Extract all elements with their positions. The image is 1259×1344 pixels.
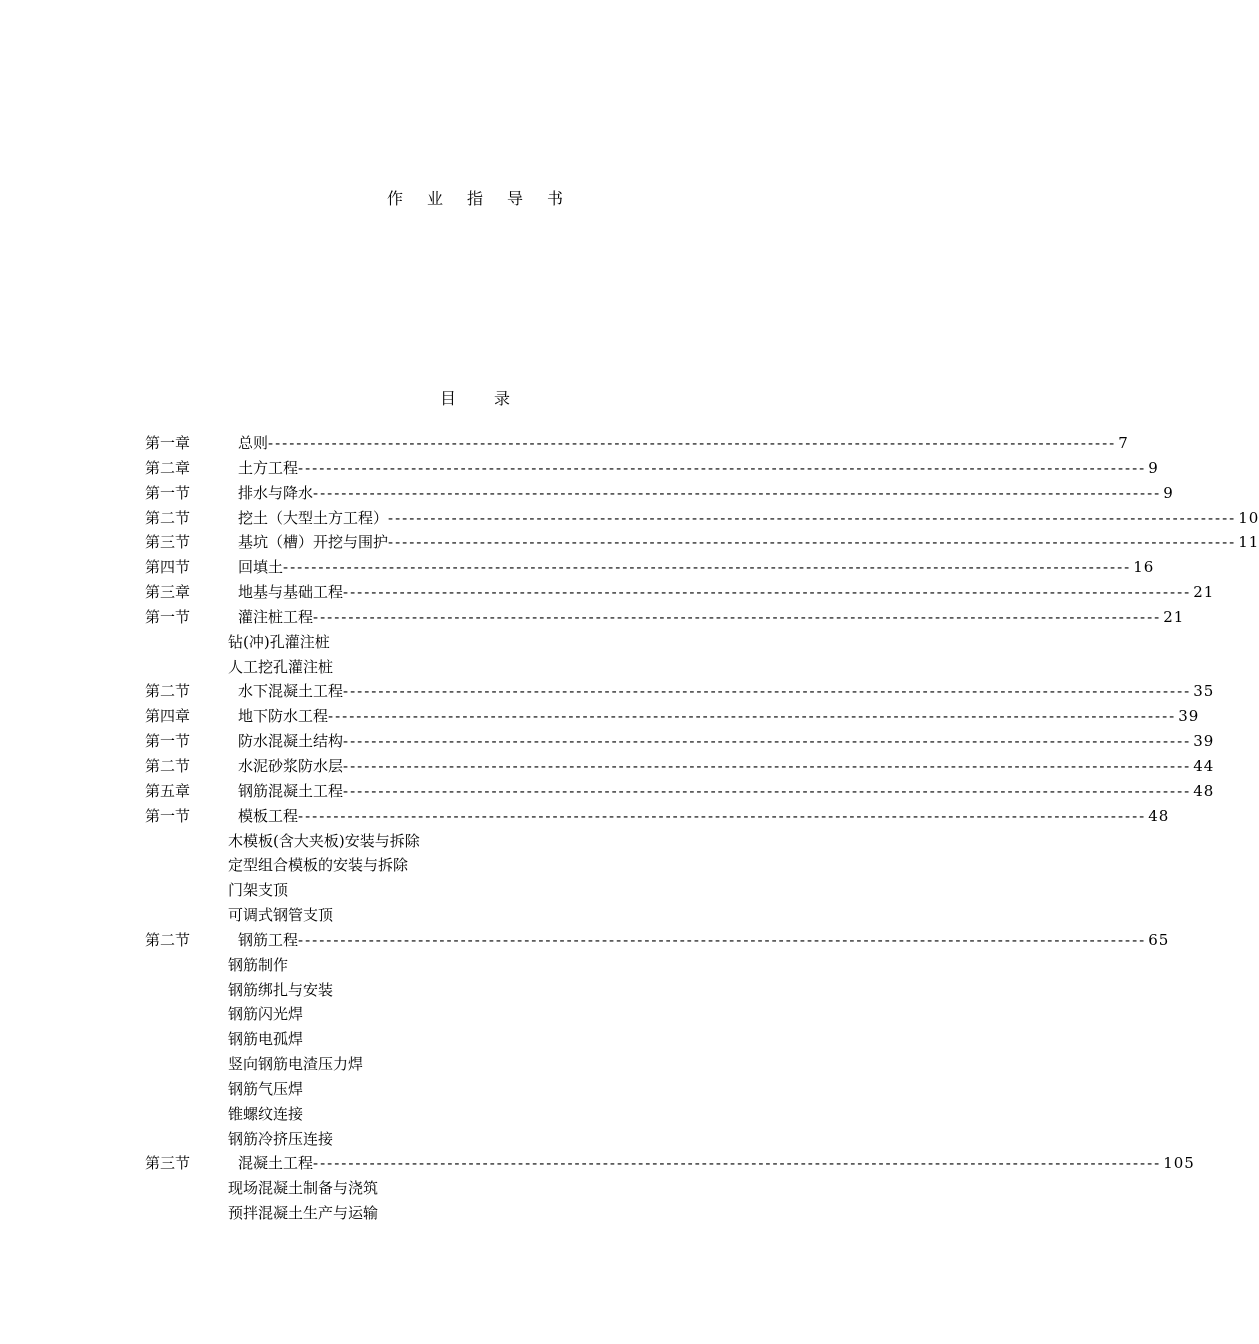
toc-entry-name: 基坑（槽）开挖与围护 bbox=[238, 533, 389, 552]
toc-entry bbox=[145, 530, 1259, 555]
toc-dash-leader: ------------------------------------------------------------------------------------------------------------------------ bbox=[343, 756, 1192, 775]
toc-entry-line bbox=[238, 506, 1259, 531]
toc-page-number: 11 bbox=[1238, 533, 1259, 552]
toc-entry-label: 第二章 bbox=[145, 458, 191, 477]
toc-subentry-text: 钢筋闪光焊 bbox=[228, 1005, 304, 1024]
toc-entry-name: 钢筋混凝土工程 bbox=[238, 781, 344, 800]
toc-entry-line bbox=[238, 928, 1170, 953]
toc-subentry-text: 钢筋电孤焊 bbox=[228, 1030, 304, 1049]
toc-subentry bbox=[145, 978, 810, 1003]
toc-subentry-text: 可调式钢管支顶 bbox=[228, 906, 334, 925]
toc-dash-leader: ------------------------------------------------------------------------------------------------------------------------ bbox=[298, 458, 1147, 477]
toc-subentry-text: 钢筋冷挤压连接 bbox=[228, 1129, 334, 1148]
toc-entry-line bbox=[238, 605, 1185, 630]
toc-entry bbox=[145, 481, 1174, 506]
toc-entry bbox=[145, 679, 1215, 704]
toc-subentry-text: 定型组合模板的安装与拆除 bbox=[228, 856, 409, 875]
toc-entry-label: 第三节 bbox=[145, 1154, 191, 1173]
toc-page-number: 10 bbox=[1238, 508, 1259, 527]
toc-dash-leader: ------------------------------------------------------------------------------------------------------------------------ bbox=[343, 583, 1192, 602]
toc-dash-leader: ------------------------------------------------------------------------------------------------------------------------ bbox=[343, 682, 1192, 701]
toc-subentry bbox=[145, 1102, 810, 1127]
toc-entry-line bbox=[238, 679, 1215, 704]
toc-subentry-text: 现场混凝土制备与浇筑 bbox=[228, 1179, 379, 1198]
toc-entry-label: 第三章 bbox=[145, 583, 191, 602]
toc-page-number: 44 bbox=[1193, 756, 1215, 775]
toc-entry-name: 土方工程 bbox=[238, 458, 299, 477]
toc-entry-line bbox=[238, 729, 1215, 754]
toc-page-number: 35 bbox=[1193, 682, 1215, 701]
toc-subentry bbox=[145, 655, 810, 680]
toc-entry-label: 第三节 bbox=[145, 533, 191, 552]
toc-entry-name: 钢筋工程 bbox=[238, 930, 299, 949]
toc-entry bbox=[145, 1151, 1195, 1176]
toc-dash-leader: ------------------------------------------------------------------------------------------------------------------------ bbox=[298, 806, 1147, 825]
toc-entry-line bbox=[238, 555, 1155, 580]
toc-entry bbox=[145, 729, 1215, 754]
toc-entry-line bbox=[238, 779, 1215, 804]
toc-page-number: 65 bbox=[1148, 930, 1170, 949]
toc-dash-leader: ------------------------------------------------------------------------------------------------------------------------ bbox=[388, 533, 1237, 552]
toc-entry-name: 灌注桩工程 bbox=[238, 607, 314, 626]
toc-subentry bbox=[145, 903, 810, 928]
toc-entry-label: 第二节 bbox=[145, 508, 191, 527]
toc-page-number: 105 bbox=[1163, 1154, 1195, 1173]
toc-dash-leader: ------------------------------------------------------------------------------------------------------------------------ bbox=[313, 1154, 1162, 1173]
toc-entry-line bbox=[238, 530, 1259, 555]
toc-entry-name: 总则 bbox=[238, 434, 269, 452]
toc-entry bbox=[145, 754, 1215, 779]
toc-entry-line bbox=[238, 580, 1215, 605]
toc-entry-label: 第一节 bbox=[145, 607, 191, 626]
toc-page-number: 21 bbox=[1163, 607, 1185, 626]
toc-entry-name: 排水与降水 bbox=[238, 483, 314, 502]
toc-dash-leader: ------------------------------------------------------------------------------------------------------------------------ bbox=[313, 483, 1162, 502]
toc-page-number: 21 bbox=[1193, 583, 1215, 602]
toc-dash-leader: ------------------------------------------------------------------------------------------------------------------------ bbox=[283, 558, 1132, 577]
toc-entry-label: 第一节 bbox=[145, 806, 191, 825]
toc-entry-name: 地下防水工程 bbox=[238, 707, 329, 726]
toc-subentry bbox=[145, 829, 810, 854]
toc-page-number: 7 bbox=[1118, 434, 1129, 452]
toc-entry-name: 模板工程 bbox=[238, 806, 299, 825]
toc-entry bbox=[145, 456, 1159, 481]
toc-entry-label: 第二节 bbox=[145, 930, 191, 949]
toc-subentry-text: 钢筋绑扎与安装 bbox=[228, 980, 334, 999]
toc-entry bbox=[145, 580, 1215, 605]
toc-subentry-text: 竖向钢筋电渣压力焊 bbox=[228, 1055, 364, 1074]
toc-entry-line bbox=[238, 754, 1215, 779]
toc-entry-name: 回填土 bbox=[238, 558, 284, 577]
toc-subentry bbox=[145, 1127, 810, 1152]
toc-entry bbox=[145, 704, 1200, 729]
toc-subentry-text: 钢筋制作 bbox=[228, 955, 289, 974]
toc-entry-label: 第四章 bbox=[145, 707, 191, 726]
toc-entry bbox=[145, 779, 1215, 804]
toc-page-number: 16 bbox=[1133, 558, 1155, 577]
toc-entry-label: 第四节 bbox=[145, 558, 191, 577]
toc-entry-label: 第二节 bbox=[145, 682, 191, 701]
toc-page-number: 9 bbox=[1163, 483, 1174, 502]
toc-entry-line bbox=[238, 804, 1170, 829]
toc-entry-label: 第五章 bbox=[145, 781, 191, 800]
toc-page-number: 39 bbox=[1193, 732, 1215, 751]
toc-entry-name: 地基与基础工程 bbox=[238, 583, 344, 602]
toc-entry-label: 第一节 bbox=[145, 483, 191, 502]
toc-entry-line bbox=[238, 1151, 1195, 1176]
toc-entry-name: 挖土（大型土方工程） bbox=[238, 508, 389, 527]
toc-entry bbox=[145, 506, 1259, 531]
toc-heading: 目录 bbox=[439, 389, 548, 408]
toc-dash-leader: ------------------------------------------------------------------------------------------------------------------------ bbox=[298, 930, 1147, 949]
document-title: 作业指导书 bbox=[386, 189, 587, 208]
toc-entry-line bbox=[238, 704, 1200, 729]
toc-entry-line bbox=[238, 481, 1174, 506]
toc-page-number: 9 bbox=[1148, 458, 1159, 477]
toc-entry-label: 第一章 bbox=[145, 434, 191, 452]
toc-subentry-text: 人工挖孔灌注桩 bbox=[228, 657, 334, 676]
toc-dash-leader: ------------------------------------------------------------------------------------------------------------------------ bbox=[388, 508, 1237, 527]
toc-dash-leader: ------------------------------------------------------------------------------------------------------------------------ bbox=[343, 732, 1192, 751]
toc-page-number: 48 bbox=[1148, 806, 1170, 825]
toc-entry-name: 防水混凝土结构 bbox=[238, 732, 344, 751]
toc-subentry-text: 钻(冲)孔灌注桩 bbox=[228, 632, 330, 651]
toc-subentry bbox=[145, 1201, 810, 1226]
toc-entry-line bbox=[238, 456, 1159, 481]
toc-subentry bbox=[145, 1176, 810, 1201]
toc-subentry-text: 预拌混凝土生产与运输 bbox=[228, 1204, 379, 1223]
toc-subentry bbox=[145, 1002, 810, 1027]
toc-subentry bbox=[145, 1077, 810, 1102]
toc-subentry-text: 钢筋气压焊 bbox=[228, 1079, 304, 1098]
toc-entry bbox=[145, 605, 1185, 630]
toc-subentry bbox=[145, 630, 810, 655]
toc-dash-leader: ------------------------------------------------------------------------------------------------------------------------ bbox=[313, 607, 1162, 626]
toc-subentry bbox=[145, 953, 810, 978]
toc-subentry bbox=[145, 1052, 810, 1077]
toc-entry-label: 第一节 bbox=[145, 732, 191, 751]
toc-entry-label: 第二节 bbox=[145, 756, 191, 775]
toc-page-number: 39 bbox=[1178, 707, 1200, 726]
toc-subentry bbox=[145, 878, 810, 903]
toc-page-number: 48 bbox=[1193, 781, 1215, 800]
toc-dash-leader: ------------------------------------------------------------------------------------------------------------------------ bbox=[328, 707, 1177, 726]
toc-subentry-text: 锥螺纹连接 bbox=[228, 1104, 304, 1123]
toc-entry bbox=[145, 804, 1170, 829]
toc-entry bbox=[145, 555, 1155, 580]
toc-subentry-text: 木模板(含大夹板)安装与拆除 bbox=[228, 831, 420, 850]
toc-entry-name: 水泥砂浆防水层 bbox=[238, 756, 344, 775]
table-of-contents bbox=[145, 431, 1259, 1226]
toc-subentry-text: 门架支顶 bbox=[228, 881, 289, 900]
toc-entry-name: 混凝土工程 bbox=[238, 1154, 314, 1173]
toc-entry bbox=[145, 928, 1170, 953]
toc-entry-line bbox=[238, 431, 1129, 456]
toc-dash-leader: ------------------------------------------------------------------------------------------------------------------------ bbox=[343, 781, 1192, 800]
toc-entry bbox=[145, 431, 1129, 456]
toc-subentry bbox=[145, 853, 810, 878]
toc-dash-leader: ------------------------------------------------------------------------------------------------------------------------ bbox=[268, 434, 1117, 452]
toc-entry-name: 水下混凝土工程 bbox=[238, 682, 344, 701]
toc-subentry bbox=[145, 1027, 810, 1052]
